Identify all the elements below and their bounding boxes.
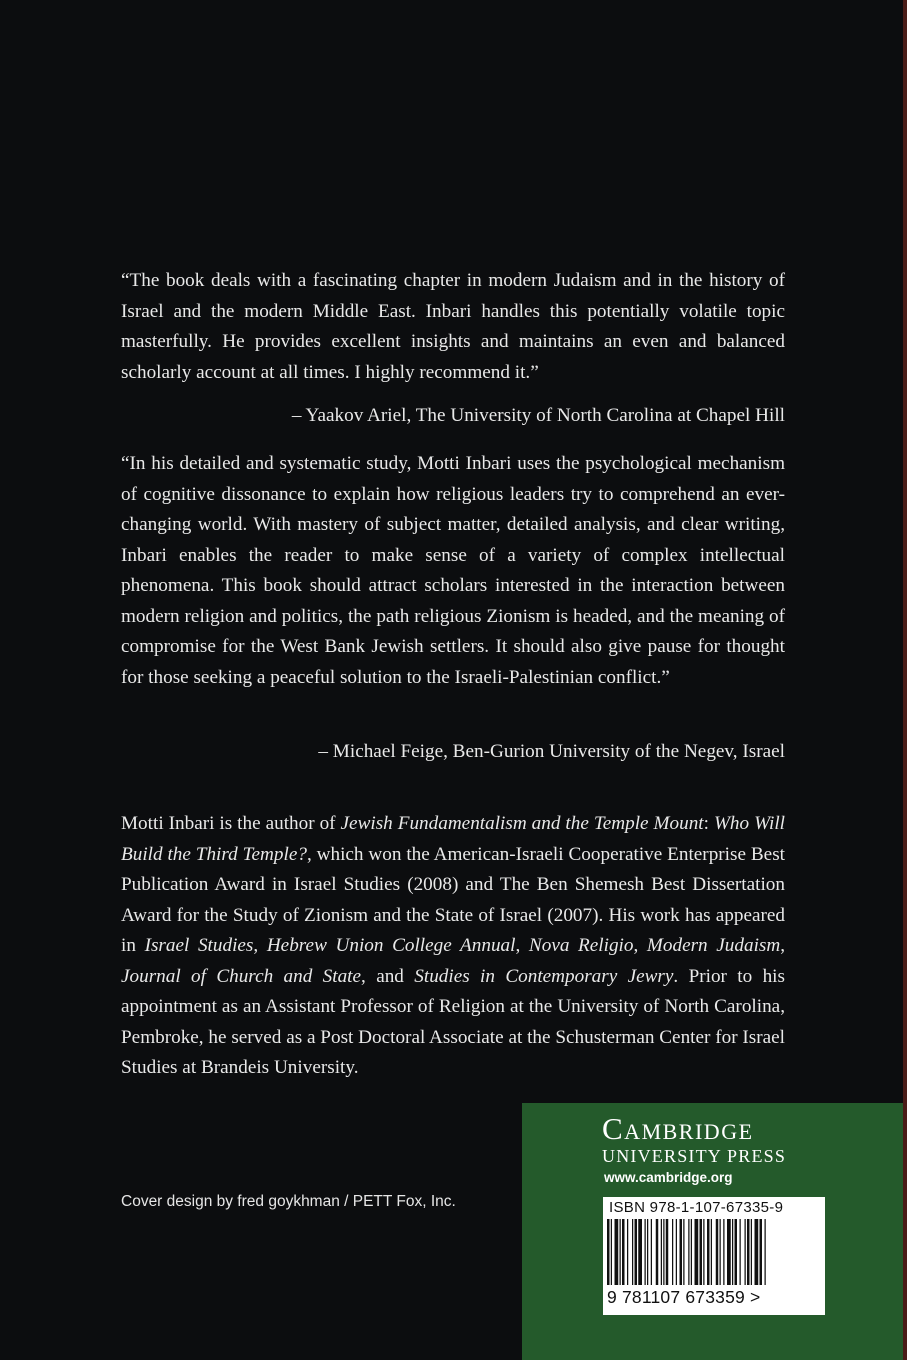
bio-text: , — [633, 935, 647, 956]
barcode-bar — [760, 1219, 763, 1285]
bio-text: . Prior to his appointment as an Assistant Professor of Religion at the University of North Carolina, Pembroke, he served as a Post Doctoral Associate at the Schusterman Center for Israel Studies at Brandeis University. — [121, 965, 785, 1078]
isbn-label: ISBN 978-1-107-67335-9 — [609, 1199, 784, 1216]
bio-text: , — [780, 935, 786, 956]
barcode-bar — [663, 1219, 664, 1285]
book-title: Jewish Fundamentalism and the Temple Mount — [340, 813, 704, 834]
barcode-bar — [607, 1219, 610, 1285]
bio-text: , which won the American-Israeli Cooperative Enterprise Best Publication Award in Israel Studies (2008) and The Ben Shemesh Best Dissertation Award for the Study of Zionism and the State of Israel (2007). His work has appeared in — [121, 843, 785, 956]
barcode-bar — [656, 1219, 659, 1285]
barcode-bar — [707, 1219, 710, 1285]
barcode-bar — [620, 1219, 621, 1285]
barcode-bar — [747, 1219, 750, 1285]
endorsement-quote-2 — [121, 449, 785, 693]
barcode-bar — [680, 1219, 683, 1285]
endorsement-attribution-1-text: – Yaakov Ariel, The University of North Carolina at Chapel Hill — [291, 405, 785, 426]
publisher-logo-name: Cambridge — [602, 1111, 754, 1146]
endorsement-quote-2-text: “In his detailed and systematic study, Motti Inbari uses the psychological mechanism of cognitive dissonance to explain how religious leaders try to comprehend an ever-changing world. With mastery of subject matter, detailed analysis, and clear writing, Inbari enables the reader to make sense of a variety of complex intellectual phenomena. This book should attract scholars interested in the interaction between modern religion and politics, the path religious Zionism is headed, and the meaning of compromise for the West Bank Jewish settlers. It should also give pause for thought for those seeking a peaceful solution to the Israeli-Palestinian conflict.” — [121, 453, 785, 688]
endorsement-quote-1-text: “The book deals with a fascinating chapter in modern Judaism and in the history of Israel and the modern Middle East. Inbari handles this potentially volatile topic masterfully. He provides excellent insights and maintains an even and balanced scholarly account at all times. I highly recommend it.” — [121, 270, 785, 383]
barcode-bar — [740, 1219, 741, 1285]
barcode-bar — [683, 1219, 684, 1285]
barcode-bar — [716, 1219, 719, 1285]
isbn-barcode — [603, 1197, 825, 1315]
barcode-bar — [703, 1219, 704, 1285]
barcode-bar — [627, 1219, 628, 1285]
barcode-bar — [700, 1219, 703, 1285]
barcode-bar — [755, 1219, 759, 1285]
endorsement-attribution-2-text: – Michael Feige, Ben-Gurion University of the Negev, Israel — [318, 741, 785, 762]
bio-text: , — [253, 935, 267, 956]
publisher-website: www.cambridge.org — [604, 1170, 733, 1185]
barcode-bar — [632, 1219, 633, 1285]
barcode-bar — [735, 1219, 738, 1285]
barcode-bar — [732, 1219, 733, 1285]
endorsement-quote-1 — [121, 266, 785, 388]
barcode-bar — [723, 1219, 724, 1285]
barcode-bar — [720, 1219, 721, 1285]
barcode-bar — [676, 1219, 677, 1285]
journal-title: Journal of Church and State — [121, 965, 362, 987]
barcode-bar — [661, 1219, 662, 1285]
endorsement-attribution-1 — [121, 401, 785, 432]
bio-text: , — [515, 935, 529, 956]
barcode-bar — [745, 1219, 746, 1285]
ean-digits: 9 781107 673359 > — [607, 1287, 761, 1307]
journal-title: Studies in Contemporary Jewry — [414, 965, 674, 987]
journal-title: Nova Religio — [528, 935, 634, 956]
barcode-bars — [607, 1219, 821, 1289]
author-bio-text — [121, 809, 785, 1084]
journal-title: Hebrew Union College Annual — [266, 935, 516, 956]
barcode-bar — [751, 1219, 752, 1285]
bio-text: , and — [361, 965, 415, 987]
barcode-bar — [672, 1219, 673, 1285]
barcode-bar — [727, 1219, 731, 1285]
barcode-bar — [711, 1219, 712, 1285]
bio-text: Motti Inbari is the author of — [121, 813, 341, 834]
endorsement-attribution-2 — [121, 737, 785, 768]
spine-edge — [903, 0, 907, 1360]
barcode-bar — [691, 1219, 692, 1285]
barcode-bar — [765, 1219, 766, 1285]
author-bio — [121, 809, 785, 1084]
book-subtitle: Who Will Build the Third Temple? — [121, 813, 785, 865]
barcode-bar — [651, 1219, 652, 1285]
barcode-bar — [638, 1219, 642, 1285]
barcode-bar — [622, 1219, 625, 1285]
publisher-panel — [522, 1103, 907, 1360]
publisher-logo-subtitle: UNIVERSITY PRESS — [602, 1146, 787, 1166]
barcode-bar — [688, 1219, 689, 1285]
bio-text: : — [703, 813, 714, 834]
barcode-bar — [611, 1219, 612, 1285]
journal-title: Israel Studies — [144, 935, 254, 956]
barcode-bar — [615, 1219, 619, 1285]
cover-design-credit: Cover design by fred goykhman / PETT Fox, Inc. — [121, 1193, 456, 1210]
journal-title: Modern Judaism — [646, 935, 781, 956]
barcode-bar — [647, 1219, 648, 1285]
barcode-bar — [635, 1219, 638, 1285]
barcode-bar — [666, 1219, 669, 1285]
barcode-bar — [645, 1219, 646, 1285]
barcode-bar — [695, 1219, 699, 1285]
